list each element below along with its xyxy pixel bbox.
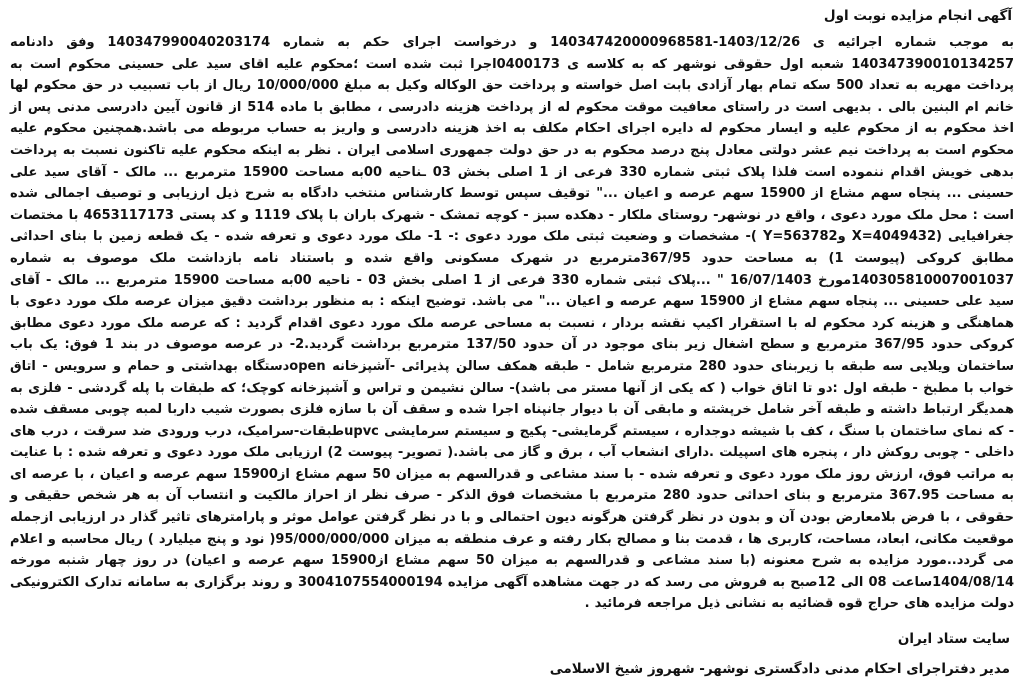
notice-title: آگهی انجام مزایده نوبت اول <box>823 8 1012 24</box>
notice-body: به موجب شماره اجرائیه ی 1403/12/26-140347420000968581 و درخواست اجرای حکم به شماره 140347990040203174 وفق دادنامه 140347390010134257 شعبه اول حقوقی نوشهر که به کلاسه ی 0400173اجرا ثبت شده است ؛محکوم علیه اقای سید علی حسینی محکوم است به پرداخت مهریه به تعداد 500 سکه تمام بهار آزادی بابت اصل خواسته و پرداخت حق الوکاله وکیل به مبلغ 10/000/000 ریال از باب تسبیب در حق محکوم لها خانم ام البنین بالی . بدیهی است در راستای معافیت موقت محکوم له از پرداخت هزینه دادرسی ، مطابق با ماده 514 از قانون آیین دادرسی مدنی پس از اخذ محکوم به از محکوم علیه و ایسار محکوم له دایره اجرای احکام مکلف به اخذ هزینه دادرسی و واریز به حساب مربوطه می باشد.همچنین محکوم علیه محکوم است به پرداخت نیم عشر دولتی معادل پنج درصد محکوم به در حق دولت جمهوری اسلامی ایران . نظر به اینکه محکوم علیه تاکنون نسبت به پرداخت بدهی خویش اقدام ننموده است فلذا پلاک ثبتی شماره 330 فرعی از 1 اصلی بخش 03 ـناحیه 00به مساحت 15900 مترمربع ... مالک - آقای سید علی حسینی ... پنجاه سهم مشاع از 15900 سهم عرصه و اعیان ..." توقیف سپس توسط کارشناس منتخب دادگاه به شرح ذیل ارزیابی و توصیف اجمالی شده است : محل ملک مورد دعوی ، واقع در نوشهر- روستای ملکار - دهکده سبز - کوچه تمشک - شهرک باران با پلاک 1119 و کد پستی 4653117173 با مختصات جغرافیایی (X=4049432 وY=563782 )- مشخصات و وضعیت ثبتی ملک مورد دعوی :- 1- ملک مورد دعوی و تعرفه شده - یک قطعه زمین با بنای احداثی مطابق کروکی (پیوست 1) به مساحت حدود 367/95مترمربع در شهرک مسکونی واقع شده و باستناد نامه بازداشت ملک موصوف به شماره 140305810007001037مورخ 16/07/1403 " ...پلاک ثبتی شماره 330 فرعی از 1 اصلی بخش 03 - ناحیه 00به مساحت 15900 مترمربع ... مالک - آقای سید علی حسینی ... پنجاه سهم مشاع از 15900 سهم عرصه و اعیان ..." می باشد. توضیح اینکه : به منظور برداشت دقیق میزان عرصه ملک مورد دعوی با هماهنگی و هزینه کرد محکوم له با استقرار اکیپ نقشه بردار ، نسبت به مساحی عرصه ملک مورد دعوی اقدام گردید : که عرصه ملک مورد دعوی مطابق کروکی حدود 367/95 مترمربع و سطح اشغال زیر بنای موجود در آن حدود 137/50 مترمربع برداشت گردید.2- در عرصه موصوف در بند 1 فوق: یک باب ساختمان ویلایی سه طبقه با زیربنای حدود 280 مترمربع شامل - طبقه همکف سالن پذیرائی -آشپزخانه openدستگاه بهداشتی و حمام و سرویس - اتاق خواب با مطبخ - طبقه اول :دو تا اتاق خواب ( که یکی از آنها مستر می باشد)- سالن نشیمن و تراس و آشپزخانه کوچک؛ که طبقات با پله گردشی - فلزی به همدیگر ارتباط داشته و طبقه آخر شامل خرپشته و مابقی آن با دیوار جانپناه اجرا شده و سقف آن با سازه فلزی بصورت شیب داربا لمبه چوبی مسقف شده - که نمای ساختمان با سنگ ، کف با شیشه دوجداره ، سیستم گرمایشی- پکیج و سیستم سرمایشی upvcطبقات-سرامیک، درب ورودی ضد سرقت ، درب های داخلی - چوبی روکش دار ، پنجره های اسپیلت .دارای انشعاب آب ، برق و گاز می باشد.( تصویر- پیوست 2) ارزیابی ملک مورد دعوی و تعرفه شده : با عنایت به مراتب فوق، ارزش روز ملک مورد دعوی و تعرفه شده - با سند مشاعی و قدرالسهم به میزان 50 سهم مشاع از15900 سهم عرصه و اعیان ، با عرصه ای به مساحت 367.95 مترمربع و بنای احداثی حدود 280 مترمربع با مشخصات فوق الذکر - صرف نظر از احراز مالکیت و انتساب آن به هر شخص حقیقی و حقوقی ، با فرض بلامعارض بودن آن و بدون در نظر گرفتن هرگونه دیون احتمالی و با در نظر گرفتن عوامل موثر و پارامترهای تاثیر گذار در ارزیابی ازجمله موقعیت مکانی، ابعاد، مساحت، کاربری ها ، قدمت بنا و مصالح بکار رفته و عرف منطقه به میزان 95/000/000/000( نود و پنج میلیارد ) ریال محاسبه و اعلام می گردد..مورد مزایده به شرح معنونه (با سند مشاعی و قدرالسهم به میزان 50 سهم مشاع از15900 سهم عرصه و اعیان) در روز چهار شنبه مورخه 1404/08/14ساعت 08 الی 12صبح به فروش می رسد که در جهت مشاهده آگهی مزایده 3004107554000194 و روند برگزاری به سامانه تدارک الکترونیکی دولت مزایده های حراج قوه قضائیه به نشانی ذیل مراجعه فرمائید . <box>10 35 1015 612</box>
footer-signature: مدیر دفتراجرای احکام مدنی دادگستری نوشهر- شهروز شیخ الاسلامی <box>549 661 1010 678</box>
footer-site-name: سایت ستاد ایران <box>897 631 1010 648</box>
